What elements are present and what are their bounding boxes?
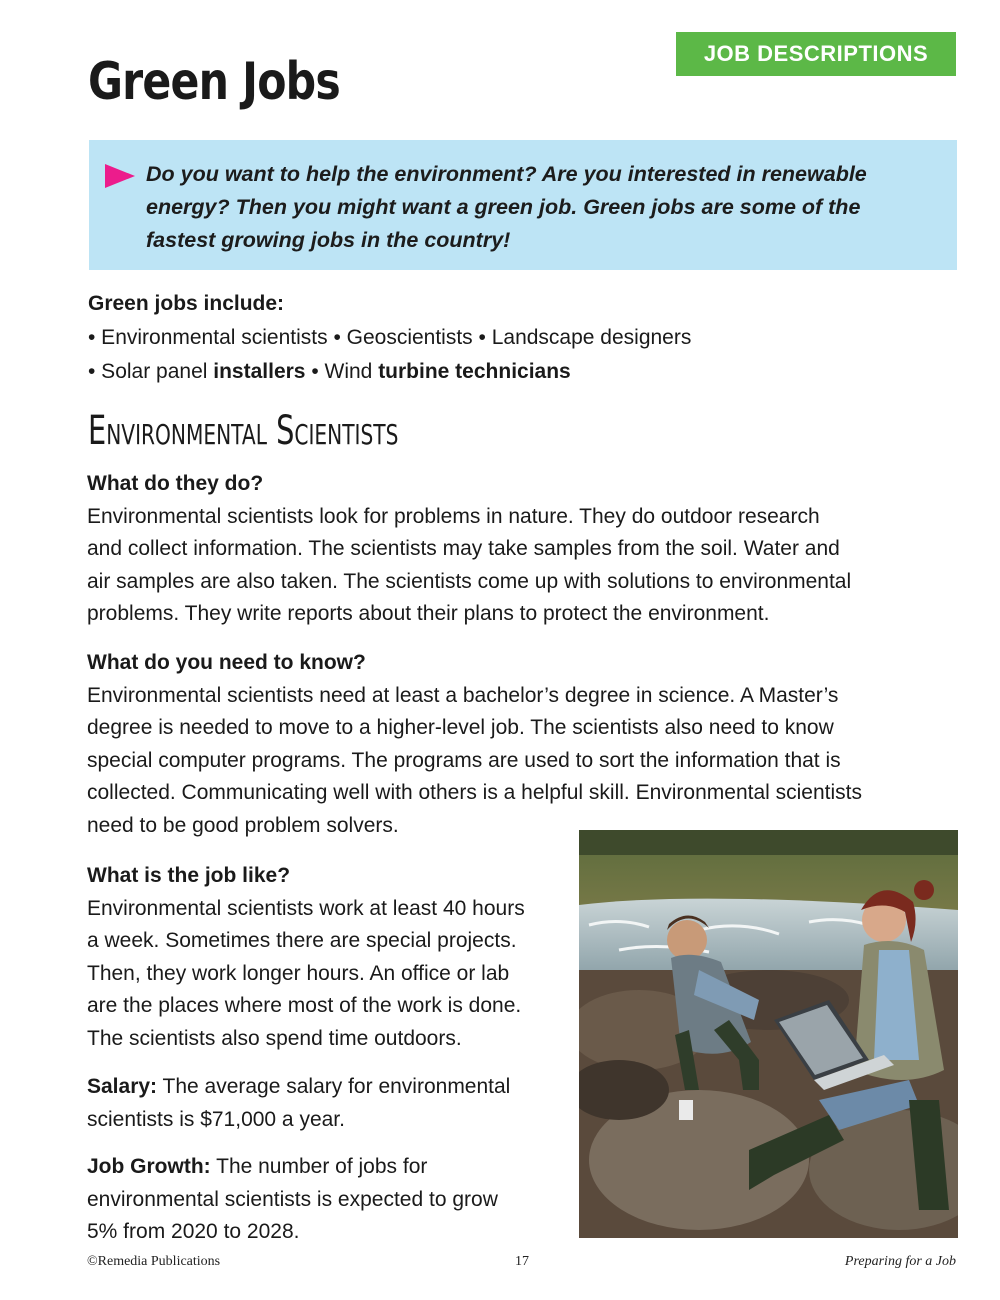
- paragraph-line: degree is needed to move to a higher-level job. The scientists also need to know: [87, 716, 834, 740]
- salary-line: scientists is $71,000 a year.: [87, 1107, 345, 1131]
- paragraph-line: Environmental scientists need at least a bachelor’s degree in science. A Master’s: [87, 683, 839, 707]
- paragraph-line: Then, they work longer hours. An office or lab: [87, 961, 510, 985]
- question-heading: What do they do?: [87, 472, 264, 495]
- growth-line: [87, 1151, 567, 1184]
- callout-line: fastest growing jobs in the country!: [146, 228, 511, 252]
- footer-book-title: Preparing for a Job: [844, 1254, 956, 1269]
- page-title: Green Jobs: [88, 52, 340, 112]
- what-is-the-job-like: [87, 860, 567, 1056]
- paragraph-line: Environmental scientists look for problems in nature. They do outdoor research: [87, 504, 820, 528]
- paragraph-line: need to be good problem solvers.: [87, 813, 399, 837]
- growth-text: The number of jobs for: [210, 1155, 428, 1178]
- list-text: • Wind: [305, 360, 379, 383]
- intro-callout: [89, 140, 957, 270]
- paragraph-line: The scientists also spend time outdoors.: [87, 1026, 462, 1050]
- growth-label: Job Growth:: [87, 1155, 211, 1178]
- list-line: • Environmental scientists • Geoscientists • Landscape designers: [88, 326, 692, 349]
- list-text: • Solar panel: [88, 360, 214, 383]
- paragraph-line: air samples are also taken. The scientists come up with solutions to environmental: [87, 569, 852, 593]
- question-heading: What is the job like?: [87, 864, 291, 887]
- footer-page-number: 17: [515, 1254, 529, 1269]
- paragraph-line: collected. Communicating well with others is a helpful skill. Environmental scientists: [87, 781, 862, 805]
- paragraph-line: are the places where most of the work is done.: [87, 994, 522, 1018]
- job-descriptions-badge: JOB DESCRIPTIONS: [676, 32, 956, 76]
- section-title: Environmental Scientists: [88, 408, 399, 454]
- callout-text: [146, 158, 936, 257]
- growth-line: 5% from 2020 to 2028.: [87, 1220, 300, 1244]
- list-bold-text: turbine technicians: [378, 360, 571, 383]
- paragraph-line: a week. Sometimes there are special projects.: [87, 929, 517, 953]
- salary-line: [87, 1071, 567, 1104]
- callout-line: Do you want to help the environment? Are you interested in renewable: [146, 162, 867, 186]
- growth-line: environmental scientists is expected to grow: [87, 1187, 498, 1211]
- footer-publisher: ©Remedia Publications: [87, 1254, 221, 1269]
- river-scene-image: [579, 830, 958, 1238]
- what-do-they-do: [87, 468, 967, 631]
- paragraph-line: and collect information. The scientists may take samples from the soil. Water and: [87, 537, 840, 561]
- paragraph-line: problems. They write reports about their plans to protect the environment.: [87, 602, 770, 626]
- list-heading: Green jobs include:: [88, 292, 285, 315]
- salary-label: Salary:: [87, 1075, 158, 1098]
- callout-line: energy? Then you might want a green job. Green jobs are some of the: [146, 195, 861, 219]
- scientists-photo: [579, 830, 958, 1238]
- job-growth-info: [87, 1151, 567, 1249]
- paragraph-line: Environmental scientists work at least 40 hours: [87, 896, 525, 920]
- salary-info: [87, 1071, 567, 1136]
- question-heading: What do you need to know?: [87, 651, 366, 674]
- paragraph-line: special computer programs. The programs are used to sort the information that is: [87, 748, 841, 772]
- salary-text: The average salary for environmental: [157, 1075, 511, 1098]
- list-bold-text: installers: [213, 360, 306, 383]
- green-jobs-list: [88, 287, 691, 389]
- list-line: [88, 355, 691, 389]
- what-do-you-need-to-know: [87, 647, 967, 843]
- pointer-arrow-icon: [105, 164, 135, 188]
